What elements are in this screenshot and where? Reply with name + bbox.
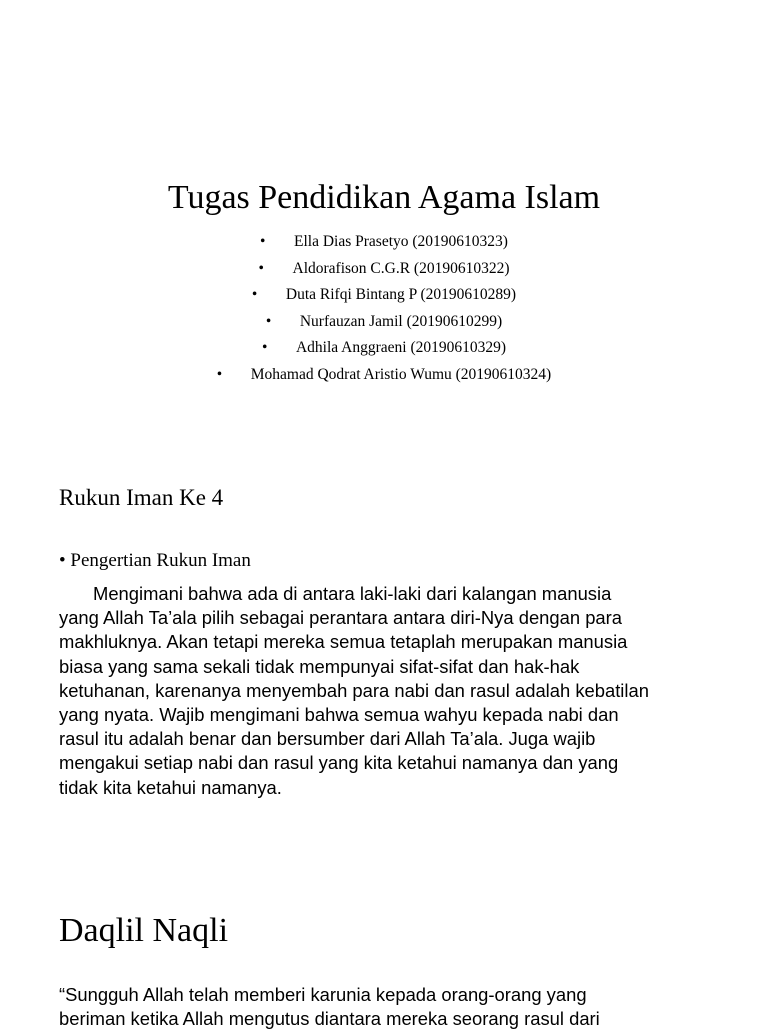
list-item (0, 309, 768, 336)
list-item (0, 335, 768, 362)
list-item (0, 282, 768, 309)
paragraph-line: biasa yang sama sekali tidak mempunyai sifat-sifat dan hak-hak (59, 655, 580, 677)
paragraph-line: yang nyata. Wajib mengimani bahwa semua wahyu kepada nabi dan (59, 704, 619, 726)
bullet: • (216, 365, 223, 383)
paragraph-line: yang Allah Ta’ala pilih sebagai perantara antara diri-Nya dengan para (59, 607, 622, 629)
member-name: Adhila Anggraeni (20190610329) (295, 339, 507, 357)
document-title: Tugas Pendidikan Agama Islam (167, 179, 601, 216)
list-item (0, 229, 768, 256)
bullet: • (265, 312, 272, 330)
member-name: Mohamad Qodrat Aristio Wumu (20190610324) (250, 365, 552, 383)
list-item (0, 362, 768, 389)
paragraph-line: Mengimani bahwa ada di antara laki-laki dari kalangan manusia (93, 583, 612, 604)
member-name: Ella Dias Prasetyo (20190610323) (294, 233, 508, 250)
member-name: Duta Rifqi Bintang P (20190610289) (285, 286, 517, 304)
paragraph-line: tidak kita ketahui namanya. (59, 776, 282, 798)
quote-line: beriman ketika Allah mengutus diantara mereka seorang rasul dari (59, 1008, 600, 1030)
paragraph-line: makhluknya. Akan tetapi mereka semua tetaplah merupakan manusia (59, 631, 628, 653)
list-item (0, 256, 768, 283)
bullet: • (258, 259, 264, 277)
section-title: Rukun Iman Ke 4 (59, 485, 224, 510)
member-name: Aldorafison C.G.R (20190610322) (292, 259, 510, 277)
member-name: Nurfauzan Jamil (20190610299) (299, 312, 503, 330)
paragraph-line: ketuhanan, karenanya menyembah para nabi dan rasul adalah kebatilan (59, 679, 649, 701)
quote-line: “Sungguh Allah telah memberi karunia kepada orang-orang yang (59, 984, 587, 1005)
member-list (0, 229, 768, 389)
paragraph-line: mengakui setiap nabi dan rasul yang kita ketahui namanya dan yang (59, 752, 619, 774)
bullet: • (261, 339, 268, 357)
bullet: • (251, 286, 258, 304)
subheading: • Pengertian Rukun Iman (59, 550, 251, 571)
bullet: • (260, 233, 266, 250)
section-title: Daqlil Naqli (59, 912, 229, 949)
paragraph-line: rasul itu adalah benar dan bersumber dari Allah Ta’ala. Juga wajib (59, 728, 596, 750)
body-paragraph (59, 582, 719, 800)
